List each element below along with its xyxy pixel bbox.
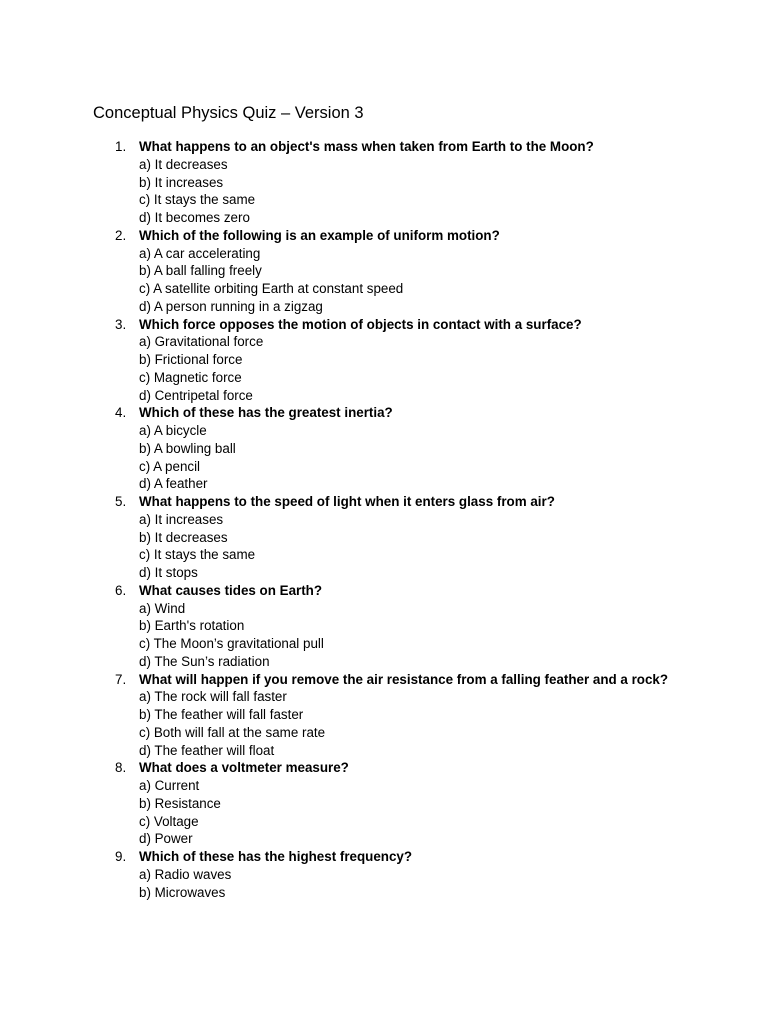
answer-option: d) It becomes zero <box>139 210 250 225</box>
question-item <box>93 848 673 901</box>
question-text: Which force opposes the motion of objects in contact with a surface? <box>139 316 582 332</box>
answer-options <box>139 245 673 316</box>
answer-options <box>139 777 673 848</box>
answer-option: c) A pencil <box>139 458 201 474</box>
answer-option: c) It stays the same <box>139 547 256 563</box>
answer-option: d) A person running in a zigzag <box>139 298 323 314</box>
quiz-title: Conceptual Physics Quiz – Version 3 <box>93 104 364 122</box>
answer-option: b) Frictional force <box>139 352 243 367</box>
answer-option: b) The feather will fall faster <box>139 707 304 722</box>
question-item <box>93 671 673 760</box>
answer-option: a) It decreases <box>139 156 228 172</box>
question-text: Which of these has the greatest inertia? <box>139 405 393 421</box>
question-item <box>93 316 673 405</box>
answer-option: b) A ball falling freely <box>139 263 262 279</box>
question-list <box>93 138 673 901</box>
question-text: Which of these has the highest frequency? <box>139 849 413 864</box>
answer-option: a) Current <box>139 778 200 793</box>
answer-option: b) Earth's rotation <box>139 618 245 634</box>
answer-option: d) The feather will float <box>139 742 275 758</box>
question-number: 5. <box>115 494 127 509</box>
question-number: 1. <box>115 139 127 154</box>
answer-options <box>139 688 673 759</box>
question-number: 6. <box>115 582 127 598</box>
question-number: 4. <box>115 405 127 421</box>
question-item <box>93 138 673 227</box>
question-text: What happens to an object's mass when taken from Earth to the Moon? <box>139 139 594 154</box>
answer-option: a) Wind <box>139 600 186 616</box>
question-text: What does a voltmeter measure? <box>139 760 349 776</box>
answer-option: d) Centripetal force <box>139 387 253 403</box>
answer-option: b) It increases <box>139 174 224 190</box>
answer-option: c) Magnetic force <box>139 369 242 385</box>
answer-option: d) It stops <box>139 565 198 580</box>
question-item <box>93 404 673 493</box>
answer-option: c) A satellite orbiting Earth at constant speed <box>139 281 404 296</box>
question-number: 8. <box>115 760 127 776</box>
question-number: 3. <box>115 316 127 332</box>
question-item <box>93 582 673 671</box>
answer-option: a) Radio waves <box>139 866 232 882</box>
answer-option: b) It decreases <box>139 529 228 545</box>
answer-option: c) Both will fall at the same rate <box>139 724 326 740</box>
answer-option: a) The rock will fall faster <box>139 689 287 705</box>
question-number: 7. <box>115 671 127 687</box>
answer-options <box>139 333 673 404</box>
answer-option: a) It increases <box>139 511 224 527</box>
answer-option: a) A bicycle <box>139 423 207 438</box>
answer-options <box>139 866 673 902</box>
answer-option: d) The Sun’s radiation <box>139 653 270 669</box>
answer-option: b) Resistance <box>139 795 221 811</box>
answer-options <box>139 422 673 493</box>
question-number: 9. <box>115 849 127 864</box>
question-text: Which of the following is an example of uniform motion? <box>139 227 500 243</box>
answer-options <box>139 156 673 227</box>
answer-option: a) A car accelerating <box>139 245 261 261</box>
answer-option: b) A bowling ball <box>139 440 236 456</box>
question-item <box>93 759 673 848</box>
question-item <box>93 493 673 582</box>
answer-option: c) The Moon’s gravitational pull <box>139 636 324 651</box>
answer-option: d) A feather <box>139 476 208 492</box>
question-number: 2. <box>115 227 127 243</box>
question-text: What will happen if you remove the air resistance from a falling feather and a rock? <box>139 671 669 687</box>
answer-options <box>139 600 673 671</box>
answer-option: c) Voltage <box>139 813 199 829</box>
question-text: What causes tides on Earth? <box>139 582 323 598</box>
question-text: What happens to the speed of light when it enters glass from air? <box>139 494 555 509</box>
answer-option: b) Microwaves <box>139 884 226 900</box>
question-item <box>93 227 673 316</box>
answer-options <box>139 511 673 582</box>
answer-option: c) It stays the same <box>139 192 256 208</box>
answer-option: d) Power <box>139 831 193 847</box>
answer-option: a) Gravitational force <box>139 334 264 350</box>
